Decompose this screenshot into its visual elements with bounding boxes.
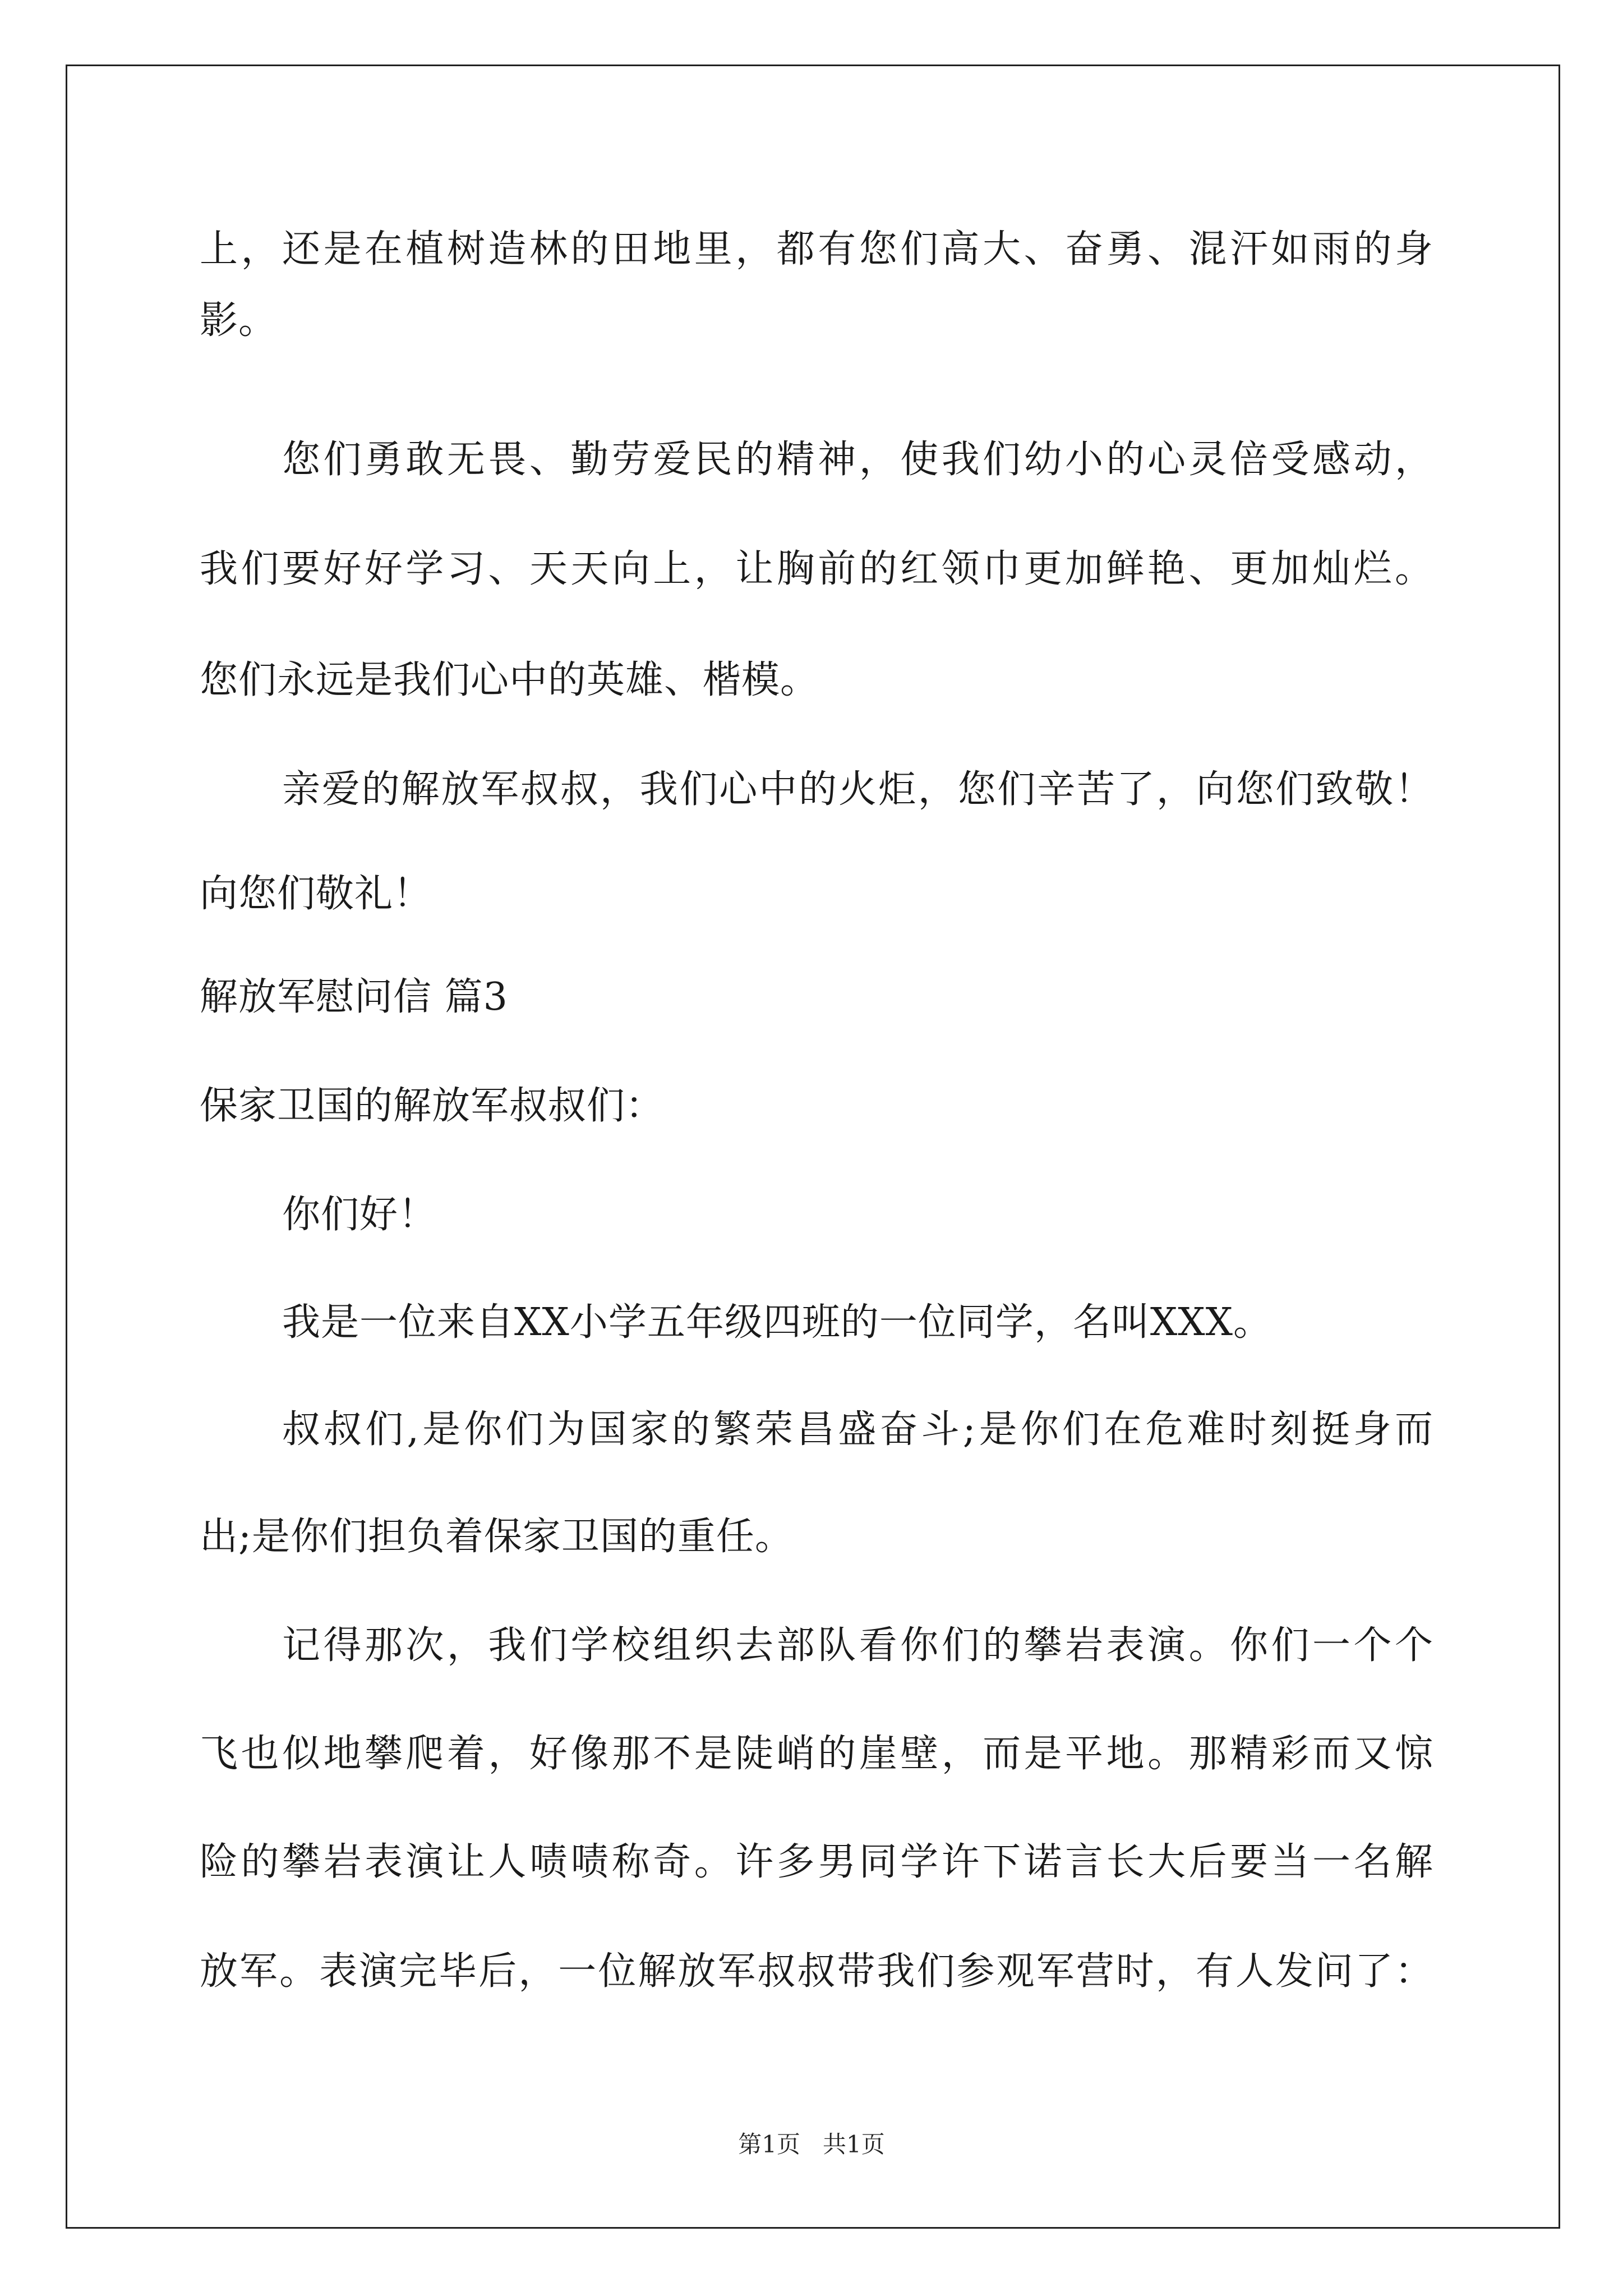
greeting: 你们好！ (282, 1193, 437, 1237)
text-line: 上，还是在植树造林的田地里，都有您们高大、奋勇、混汗如雨的身 (200, 227, 1433, 272)
text-line: 我们要好好学习、天天向上，让胸前的红领巾更加鲜艳、更加灿烂。 (200, 547, 1433, 591)
text-line: 险的攀岩表演让人啧啧称奇。许多男同学许下诺言长大后要当一名解 (200, 1840, 1433, 1884)
text-line: 记得那次，我们学校组织去部队看你们的攀岩表演。你们一个个 (282, 1623, 1433, 1668)
text-line: 您们勇敢无畏、勤劳爱民的精神，使我们幼小的心灵倍受感动， (282, 438, 1433, 482)
page-number-footer: 第1页 共1页 (738, 2131, 885, 2158)
text-line: 叔叔们,是你们为国家的繁荣昌盛奋斗;是你们在危难时刻挺身而 (282, 1407, 1433, 1452)
salutation: 保家卫国的解放军叔叔们： (200, 1084, 665, 1128)
text-line: 我是一位来自XX小学五年级四班的一位同学，名叫XXX。 (282, 1300, 1272, 1345)
text-line: 放军。表演完毕后，一位解放军叔叔带我们参观军营时，有人发问了： (200, 1949, 1433, 1994)
text-line: 亲爱的解放军叔叔，我们心中的火炬，您们辛苦了，向您们致敬！ (282, 767, 1433, 812)
text-line: 飞也似地攀爬着，好像那不是陡峭的崖壁，而是平地。那精彩而又惊 (200, 1732, 1433, 1776)
text-line: 向您们敬礼！ (200, 872, 432, 916)
section-heading: 解放军慰问信 篇3 (200, 975, 508, 1019)
page-border (66, 65, 1560, 2229)
text-line: 影。 (200, 298, 278, 343)
text-line: 您们永远是我们心中的英雄、楷模。 (200, 658, 819, 702)
text-line: 出;是你们担负着保家卫国的重任。 (200, 1515, 794, 1559)
